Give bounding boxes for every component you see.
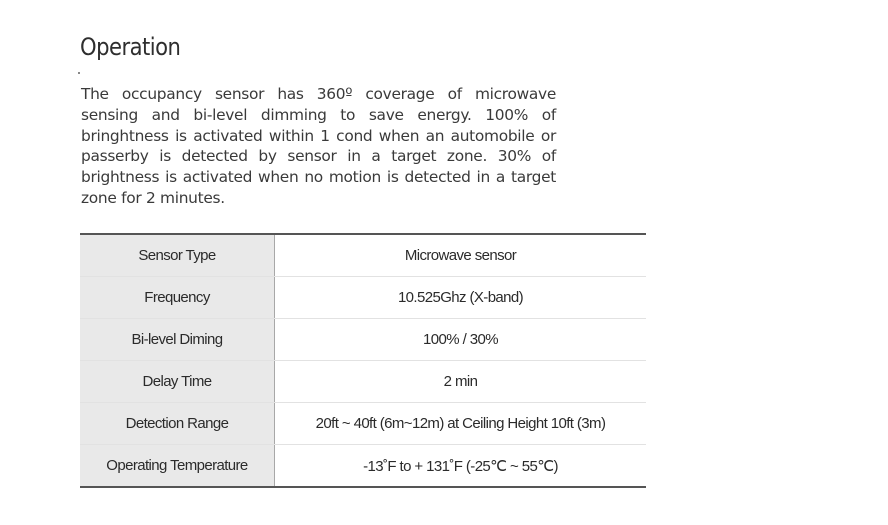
spec-label: Detection Range [80,403,275,445]
spec-row [80,319,646,361]
spec-label: Bi-level Diming [80,319,275,361]
spec-label: Operating Temperature [80,445,275,488]
spec-row [80,234,646,277]
spec-row [80,361,646,403]
decorative-dot [78,72,80,74]
spec-row [80,403,646,445]
section-description: The occupancy sensor has 360º coverage of microwave sensing and bi-level dimming to save energy. 100% of bringhtness is activated within 1 cond when an automobile or passerby is detected by sensor in a target zone. 30% of brightness is activated when no motion is detected in a target zone for 2 minutes. [81,85,556,207]
spec-value: 10.525Ghz (X-band) [275,277,647,319]
spec-label: Sensor Type [80,234,275,277]
spec-label: Frequency [80,277,275,319]
spec-value: 20ft ~ 40ft (6m~12m) at Ceiling Height 10ft (3m) [275,403,647,445]
spec-value: 100% / 30% [275,319,647,361]
section-title: Operation [80,33,181,61]
spec-row [80,445,646,488]
spec-table [80,233,646,488]
spec-value: Microwave sensor [275,234,647,277]
spec-value: -13˚F to + 131˚F (-25℃ ~ 55℃) [275,445,647,488]
spec-label: Delay Time [80,361,275,403]
spec-value: 2 min [275,361,647,403]
spec-row [80,277,646,319]
